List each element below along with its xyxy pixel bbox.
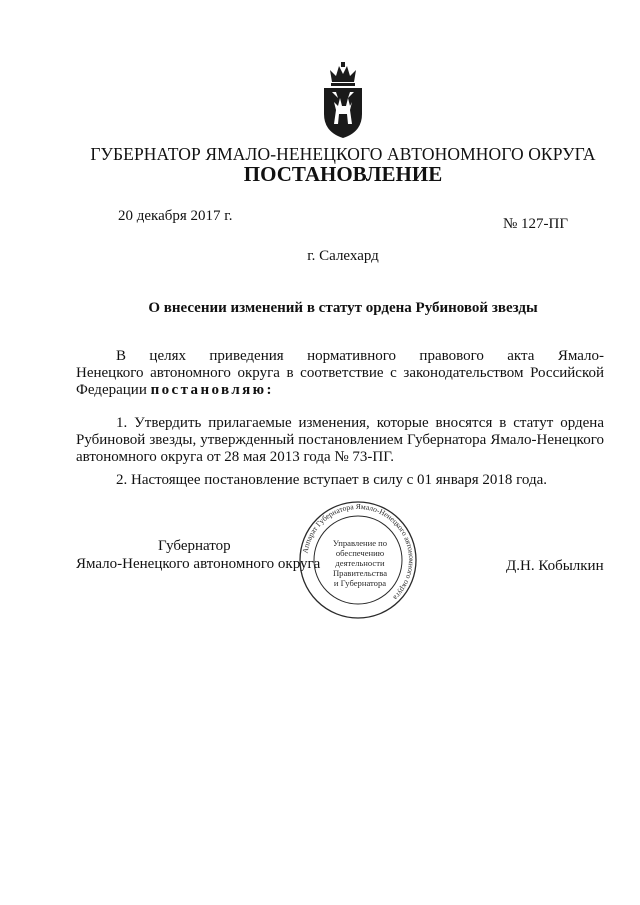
document-number: № 127-ПГ bbox=[502, 216, 568, 232]
item-line: Рубиновой звезды, утвержденный постановлением Губернатора Ямало-Ненецкого bbox=[76, 432, 604, 448]
seal-line: и Губернатора bbox=[333, 578, 387, 588]
preamble-text: Федерации bbox=[76, 382, 147, 398]
seal-line: Правительства bbox=[332, 568, 388, 578]
signatory-title: Губернатор bbox=[158, 538, 231, 554]
item-line: 2. Настоящее постановление вступает в силу с 01 января 2018 года. bbox=[116, 472, 548, 488]
preamble-line bbox=[76, 382, 604, 399]
signatory-organization: Ямало-Ненецкого автономного округа bbox=[76, 556, 321, 572]
item-2-paragraph bbox=[76, 472, 604, 489]
resolution-word: постановляю: bbox=[150, 382, 274, 398]
preamble-line: В целях приведения нормативного правового акта Ямало- bbox=[116, 348, 604, 364]
seal-center-text bbox=[330, 538, 390, 588]
signatory-name: Д.Н. Кобылкин bbox=[506, 558, 604, 574]
document-type-title: ПОСТАНОВЛЕНИЕ bbox=[243, 162, 443, 186]
item-line: автономного округа от 28 мая 2013 года № 73-ПГ. bbox=[76, 449, 394, 465]
preamble-paragraph bbox=[76, 348, 604, 399]
official-seal-stamp bbox=[296, 498, 420, 622]
item-line: 1. Утвердить прилагаемые изменения, которые вносятся в статут ордена bbox=[116, 415, 604, 431]
seal-line: обеспечению bbox=[335, 548, 385, 558]
document-date: 20 декабря 2017 г. bbox=[118, 208, 233, 224]
seal-ring-text: Аппарат Губернатора Ямало-Ненецкого автономного округа bbox=[300, 501, 417, 603]
coat-of-arms-emblem bbox=[318, 62, 368, 140]
seal-line: Управление по bbox=[332, 538, 388, 548]
issuing-authority: ГУБЕРНАТОР ЯМАЛО-НЕНЕЦКОГО АВТОНОМНОГО ОКРУГА bbox=[90, 144, 596, 164]
preamble-line: Ненецкого автономного округа в соответствие с законодательством Российской bbox=[76, 365, 604, 381]
seal-line: деятельности bbox=[335, 558, 385, 568]
document-subject: О внесении изменений в статут ордена Рубиновой звезды bbox=[148, 300, 538, 316]
document-city: г. Салехард bbox=[307, 248, 379, 264]
item-1-paragraph bbox=[76, 415, 604, 466]
